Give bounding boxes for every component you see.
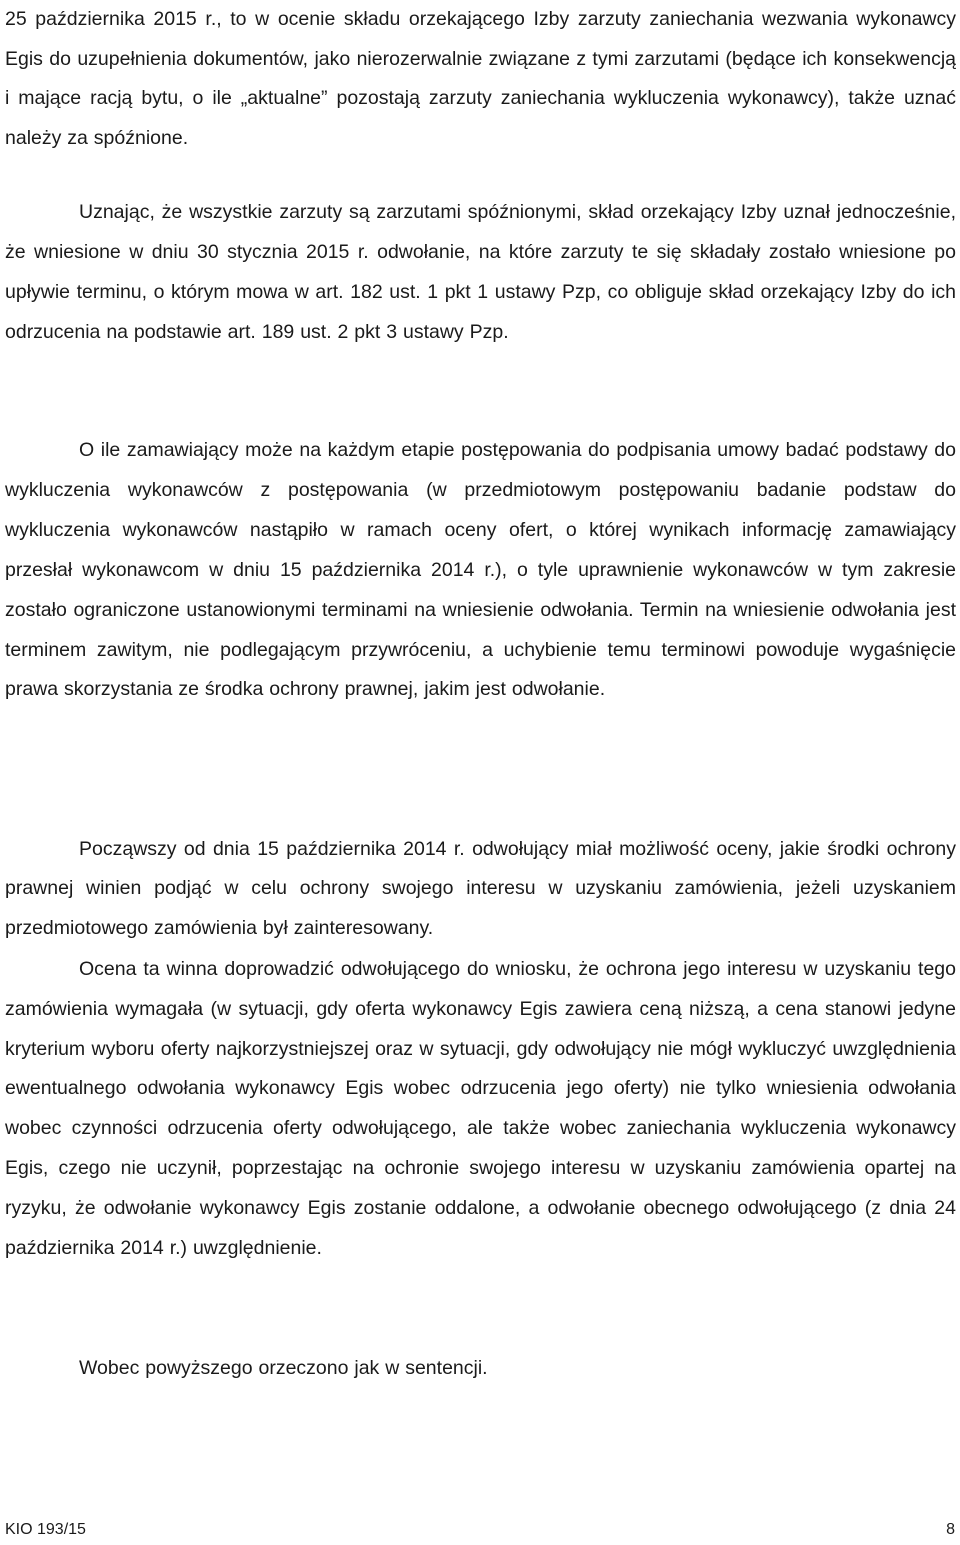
page-footer	[5, 1520, 955, 1540]
paragraph-dismissal-basis: Uznając, że wszystkie zarzuty są zarzutami spóźnionymi, skład orzekający Izby uznał jednocześnie, że wniesione w dniu 30 stycznia 2015 r. odwołanie, na które zarzuty te się składały zostało wniesione po upływie terminu, o którym mowa w art. 182 ust. 1 pkt 1 ustawy Pzp, co obliguje skład orzekający Izby do ich odrzucenia na podstawie art. 189 ust. 2 pkt 3 ustawy Pzp.	[5, 201, 956, 343]
paragraph-late-objections: 25 października 2015 r., to w ocenie składu orzekającego Izby zarzuty zaniechania wezwania wykonawcy Egis do uzupełnienia dokumentów, jako nierozerwalnie związane z tymi zarzutami (będące ich konsekwencją i mające racją bytu, o ile „aktualne” pozostają zarzuty zaniechania wykluczenia wykonawcy), także uznać należy za spóźnione.	[5, 8, 956, 149]
page-number: 8	[946, 1521, 955, 1538]
case-number: KIO 193/15	[5, 1521, 86, 1538]
paragraph-assessment: Ocena ta winna doprowadzić odwołującego do wniosku, że ochrona jego interesu w uzyskaniu tego zamówienia wymagała (w sytuacji, gdy oferta wykonawcy Egis zawiera ceną niższą, a cena stanowi jedyne kryterium wyboru oferty najkorzystniejszej oraz w sytuacji, gdy odwołujący nie mógł wykluczyć uwzględnienia ewentualnego odwołania wykonawcy Egis wobec odrzucenia jego oferty) nie tylko wniesienia odwołania wobec czynności odrzucenia oferty odwołującego, ale także wobec zaniechania wykluczenia wykonawcy Egis, czego nie uczynił, poprzestając na ochronie swojego interesu w uzyskaniu zamówienia opartej na ryzyku, że odwołanie wykonawcy Egis zostanie oddalone, a odwołanie obecnego odwołującego (z dnia 24 października 2014 r.) uwzględnienie.	[5, 958, 956, 1259]
paragraph-appeal-deadline: O ile zamawiający może na każdym etapie postępowania do podpisania umowy badać podstawy do wykluczenia wykonawców z postępowania (w przedmiotowym postępowaniu badanie podstaw do wykluczenia wykonawców nastąpiło w ramach oceny ofert, o której wynikach informację zamawiający przesłał wykonawcom w dniu 15 października 2014 r.), o tyle uprawnienie wykonawców w tym zakresie zostało ograniczone ustanowionymi terminami na wniesienie odwołania. Termin na wniesienie odwołania jest terminem zawitym, nie podlegającym przywróceniu, a uchybienie temu terminowi powoduje wygaśnięcie prawa skorzystania ze środka ochrony prawnej, jakim jest odwołanie.	[5, 439, 956, 701]
paragraph-legal-remedies: Począwszy od dnia 15 października 2014 r. odwołujący miał możliwość oceny, jakie środki ochrony prawnej winien podjąć w celu ochrony swojego interesu w uzyskaniu zamówienia, jeżeli uzyskaniem przedmiotowego zamówienia był zainteresowany.	[5, 838, 956, 939]
paragraph-ruling: Wobec powyższego orzeczono jak w sentencji.	[79, 1357, 488, 1379]
